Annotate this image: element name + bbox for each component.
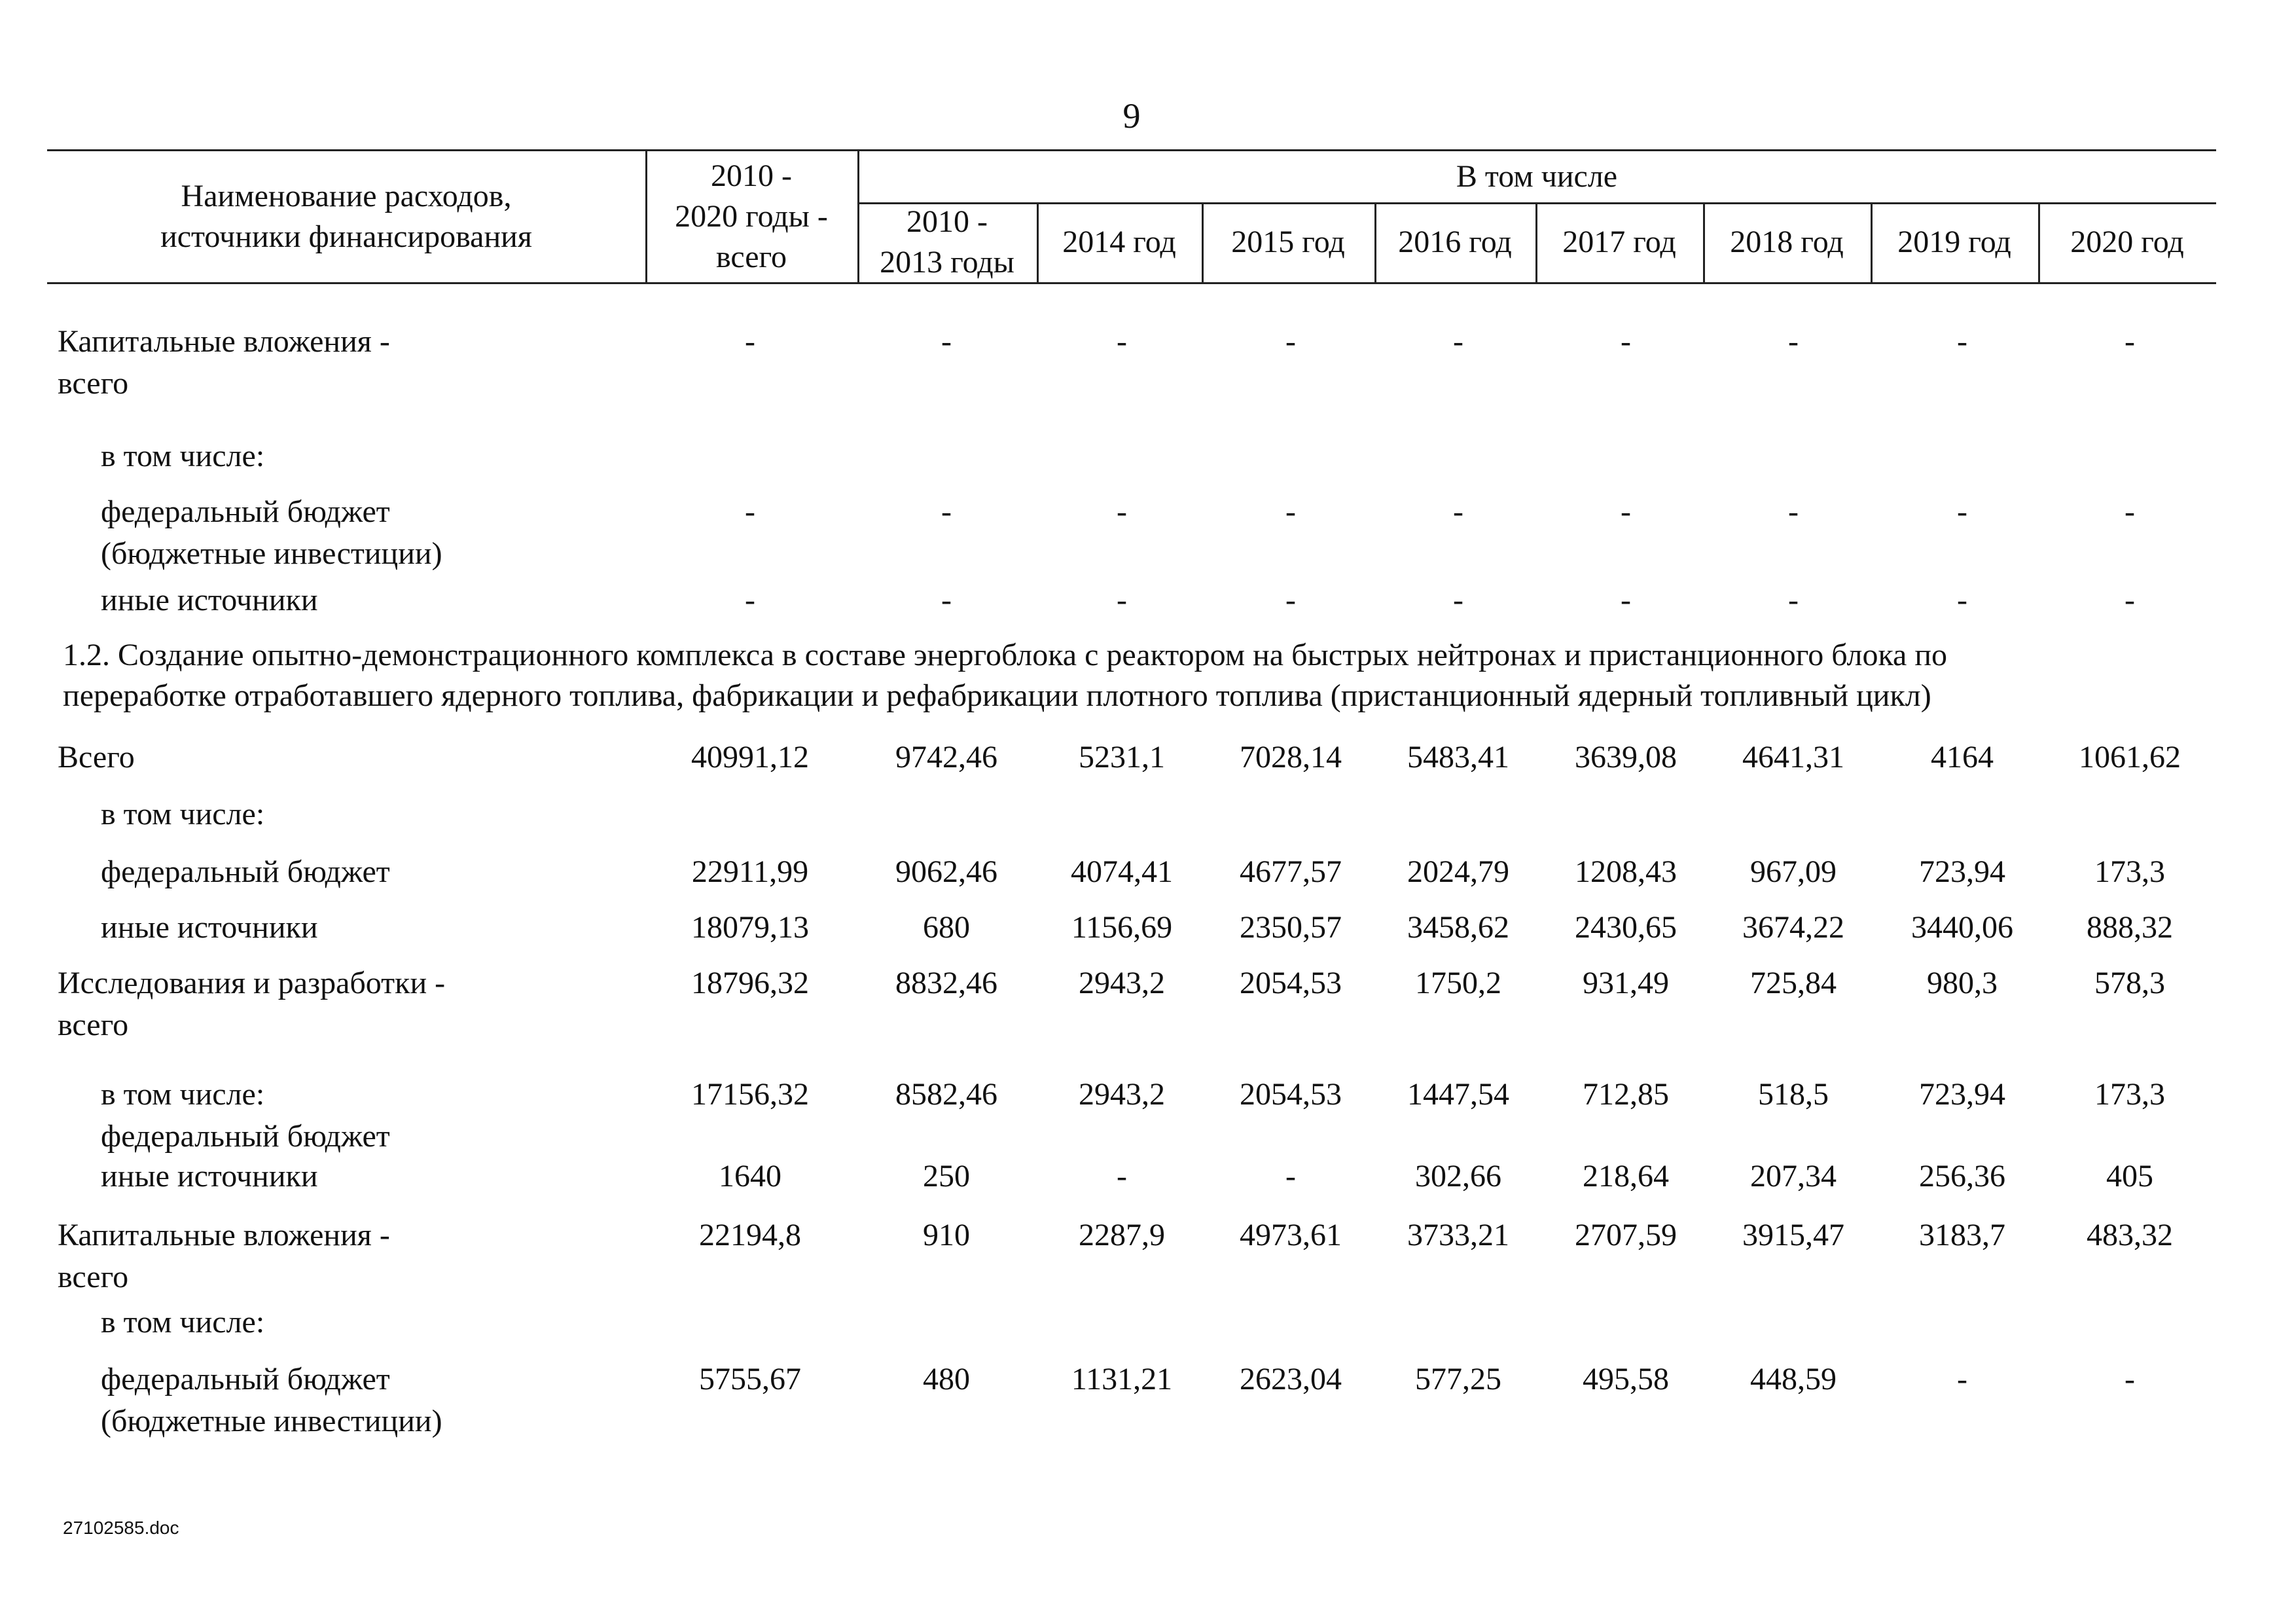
row-value: - (1621, 324, 1631, 359)
row-value: 3639,08 (1575, 740, 1677, 775)
row-value: - (1117, 1159, 1127, 1194)
row-value: 577,25 (1415, 1362, 1501, 1396)
row-value: - (1957, 324, 1967, 359)
row-value: - (1285, 1159, 1296, 1194)
header-col-2015: 2015 год (1231, 225, 1345, 259)
row-value: 3183,7 (1919, 1218, 2005, 1252)
row-value: - (1957, 1362, 1967, 1396)
section-title-line: переработке отработавшего ядерного топлива, фабрикации и рефабрикации плотного топлива (пристанционный ядерный топливный цикл) (63, 678, 1931, 713)
row-value: 2707,59 (1575, 1218, 1677, 1252)
row-value: 3915,47 (1742, 1218, 1844, 1252)
row-value: 40991,12 (691, 740, 809, 775)
row-value: - (1621, 494, 1631, 529)
row-value: 712,85 (1583, 1077, 1669, 1112)
row-value: - (1957, 494, 1967, 529)
row-label: иные источники (101, 583, 318, 617)
row-value: 680 (923, 910, 970, 945)
row-value: 17156,32 (691, 1077, 809, 1112)
row-value: 2350,57 (1240, 910, 1342, 945)
header-group: В том числе (1456, 159, 1618, 194)
row-value: 2943,2 (1079, 1077, 1165, 1112)
row-value: 483,32 (2087, 1218, 2173, 1252)
header-total: 2010 - 2020 годы - всего (675, 158, 828, 274)
row-value: - (2125, 1362, 2135, 1396)
row-value: 5755,67 (699, 1362, 801, 1396)
row-value: 22911,99 (691, 854, 809, 889)
row-value: 8832,46 (895, 966, 997, 1000)
row-value: 250 (923, 1159, 970, 1194)
row-value: 2054,53 (1240, 1077, 1342, 1112)
header-col-2019: 2019 год (1897, 225, 2011, 259)
section-title (63, 635, 2223, 716)
row-value: 1131,21 (1071, 1362, 1173, 1396)
row-label: в том числе: (101, 439, 265, 473)
row-value: 4074,41 (1071, 854, 1173, 889)
row-value: - (1788, 494, 1799, 529)
row-value: - (2125, 494, 2135, 529)
row-value: 2287,9 (1079, 1218, 1165, 1252)
row-value: - (1453, 583, 1463, 617)
row-value: - (1285, 494, 1296, 529)
row-value: 207,34 (1750, 1159, 1837, 1194)
row-value: - (1453, 494, 1463, 529)
row-value: - (1788, 583, 1799, 617)
row-value: 256,36 (1919, 1159, 2005, 1194)
row-value: 1640 (719, 1159, 781, 1194)
row-value: 888,32 (2087, 910, 2173, 945)
row-value: 8582,46 (895, 1077, 997, 1112)
row-label: иные источники (101, 910, 318, 945)
row-value: - (1285, 324, 1296, 359)
row-value: 4973,61 (1240, 1218, 1342, 1252)
row-label: федеральный бюджет (101, 854, 390, 889)
row-value: 9742,46 (895, 740, 997, 775)
row-value: 480 (923, 1362, 970, 1396)
header-col-2017: 2017 год (1562, 225, 1676, 259)
row-value: - (2125, 583, 2135, 617)
row-value: 2943,2 (1079, 966, 1165, 1000)
row-value: 3458,62 (1407, 910, 1509, 945)
row-value: 2623,04 (1240, 1362, 1342, 1396)
row-value: 578,3 (2094, 966, 2165, 1000)
row-value: 218,64 (1583, 1159, 1669, 1194)
row-value: - (1453, 324, 1463, 359)
row-value: - (941, 324, 952, 359)
row-value: - (1957, 583, 1967, 617)
row-value: 495,58 (1583, 1362, 1669, 1396)
row-value: 405 (2106, 1159, 2153, 1194)
row-value: 302,66 (1415, 1159, 1501, 1194)
header-col-2018: 2018 год (1730, 225, 1844, 259)
row-value: - (941, 494, 952, 529)
row-value: 173,3 (2094, 1077, 2165, 1112)
row-label: иные источники (101, 1159, 318, 1194)
row-value: 1061,62 (2079, 740, 2181, 775)
row-label: Капитальные вложения - всего (58, 324, 390, 401)
row-label: Капитальные вложения - всего (58, 1218, 390, 1294)
row-value: 3733,21 (1407, 1218, 1509, 1252)
row-label: федеральный бюджет (бюджетные инвестиции) (101, 1362, 442, 1438)
row-value: 3440,06 (1911, 910, 2013, 945)
row-value: - (2125, 324, 2135, 359)
row-label: в том числе: федеральный бюджет (101, 1077, 390, 1154)
row-value: - (745, 583, 755, 617)
row-value: - (745, 324, 755, 359)
row-value: 2054,53 (1240, 966, 1342, 1000)
row-label: Всего (58, 740, 135, 775)
row-value: - (1117, 583, 1127, 617)
row-value: 518,5 (1758, 1077, 1829, 1112)
row-value: 4641,31 (1742, 740, 1844, 775)
header-col-2010-2013: 2010 - 2013 годы (880, 204, 1014, 280)
header-name: Наименование расходов, источники финансирования (160, 179, 532, 254)
row-label: Исследования и разработки - всего (58, 966, 446, 1042)
header-col-2014: 2014 год (1062, 225, 1176, 259)
row-value: 448,59 (1750, 1362, 1837, 1396)
row-value: 967,09 (1750, 854, 1837, 889)
row-value: 22194,8 (699, 1218, 801, 1252)
row-value: 910 (923, 1218, 970, 1252)
row-value: 5483,41 (1407, 740, 1509, 775)
row-value: 723,94 (1919, 1077, 2005, 1112)
row-label: федеральный бюджет (бюджетные инвестиции) (101, 494, 442, 571)
header-col-2016: 2016 год (1398, 225, 1512, 259)
table-header (47, 149, 2216, 284)
row-label: в том числе: (101, 1305, 265, 1340)
row-value: - (1788, 324, 1799, 359)
row-value: 173,3 (2094, 854, 2165, 889)
row-value: 18796,32 (691, 966, 809, 1000)
row-value: 723,94 (1919, 854, 2005, 889)
row-value: 1156,69 (1071, 910, 1173, 945)
row-value: 7028,14 (1240, 740, 1342, 775)
row-value: 4677,57 (1240, 854, 1342, 889)
header-col-2020: 2020 год (2070, 225, 2184, 259)
row-value: 2430,65 (1575, 910, 1677, 945)
row-value: - (745, 494, 755, 529)
row-value: 3674,22 (1742, 910, 1844, 945)
row-value: - (1285, 583, 1296, 617)
row-value: - (941, 583, 952, 617)
row-value: 931,49 (1583, 966, 1669, 1000)
row-value: 1750,2 (1415, 966, 1501, 1000)
row-value: - (1117, 324, 1127, 359)
footer-filename: 27102585.doc (63, 1518, 179, 1538)
row-value: 5231,1 (1079, 740, 1165, 775)
page-number: 9 (1122, 96, 1141, 136)
row-label: в том числе: (101, 797, 265, 831)
row-value: 2024,79 (1407, 854, 1509, 889)
row-value: 725,84 (1750, 966, 1837, 1000)
row-value: 1447,54 (1407, 1077, 1509, 1112)
row-value: - (1621, 583, 1631, 617)
row-value: - (1117, 494, 1127, 529)
row-value: 4164 (1931, 740, 1994, 775)
section-title-line: 1.2. Создание опытно-демонстрационного комплекса в составе энергоблока с реактором на быстрых нейтронах и пристанционного блока по (63, 638, 1948, 672)
row-value: 9062,46 (895, 854, 997, 889)
row-value: 18079,13 (691, 910, 809, 945)
row-value: 1208,43 (1575, 854, 1677, 889)
row-value: 980,3 (1927, 966, 1998, 1000)
